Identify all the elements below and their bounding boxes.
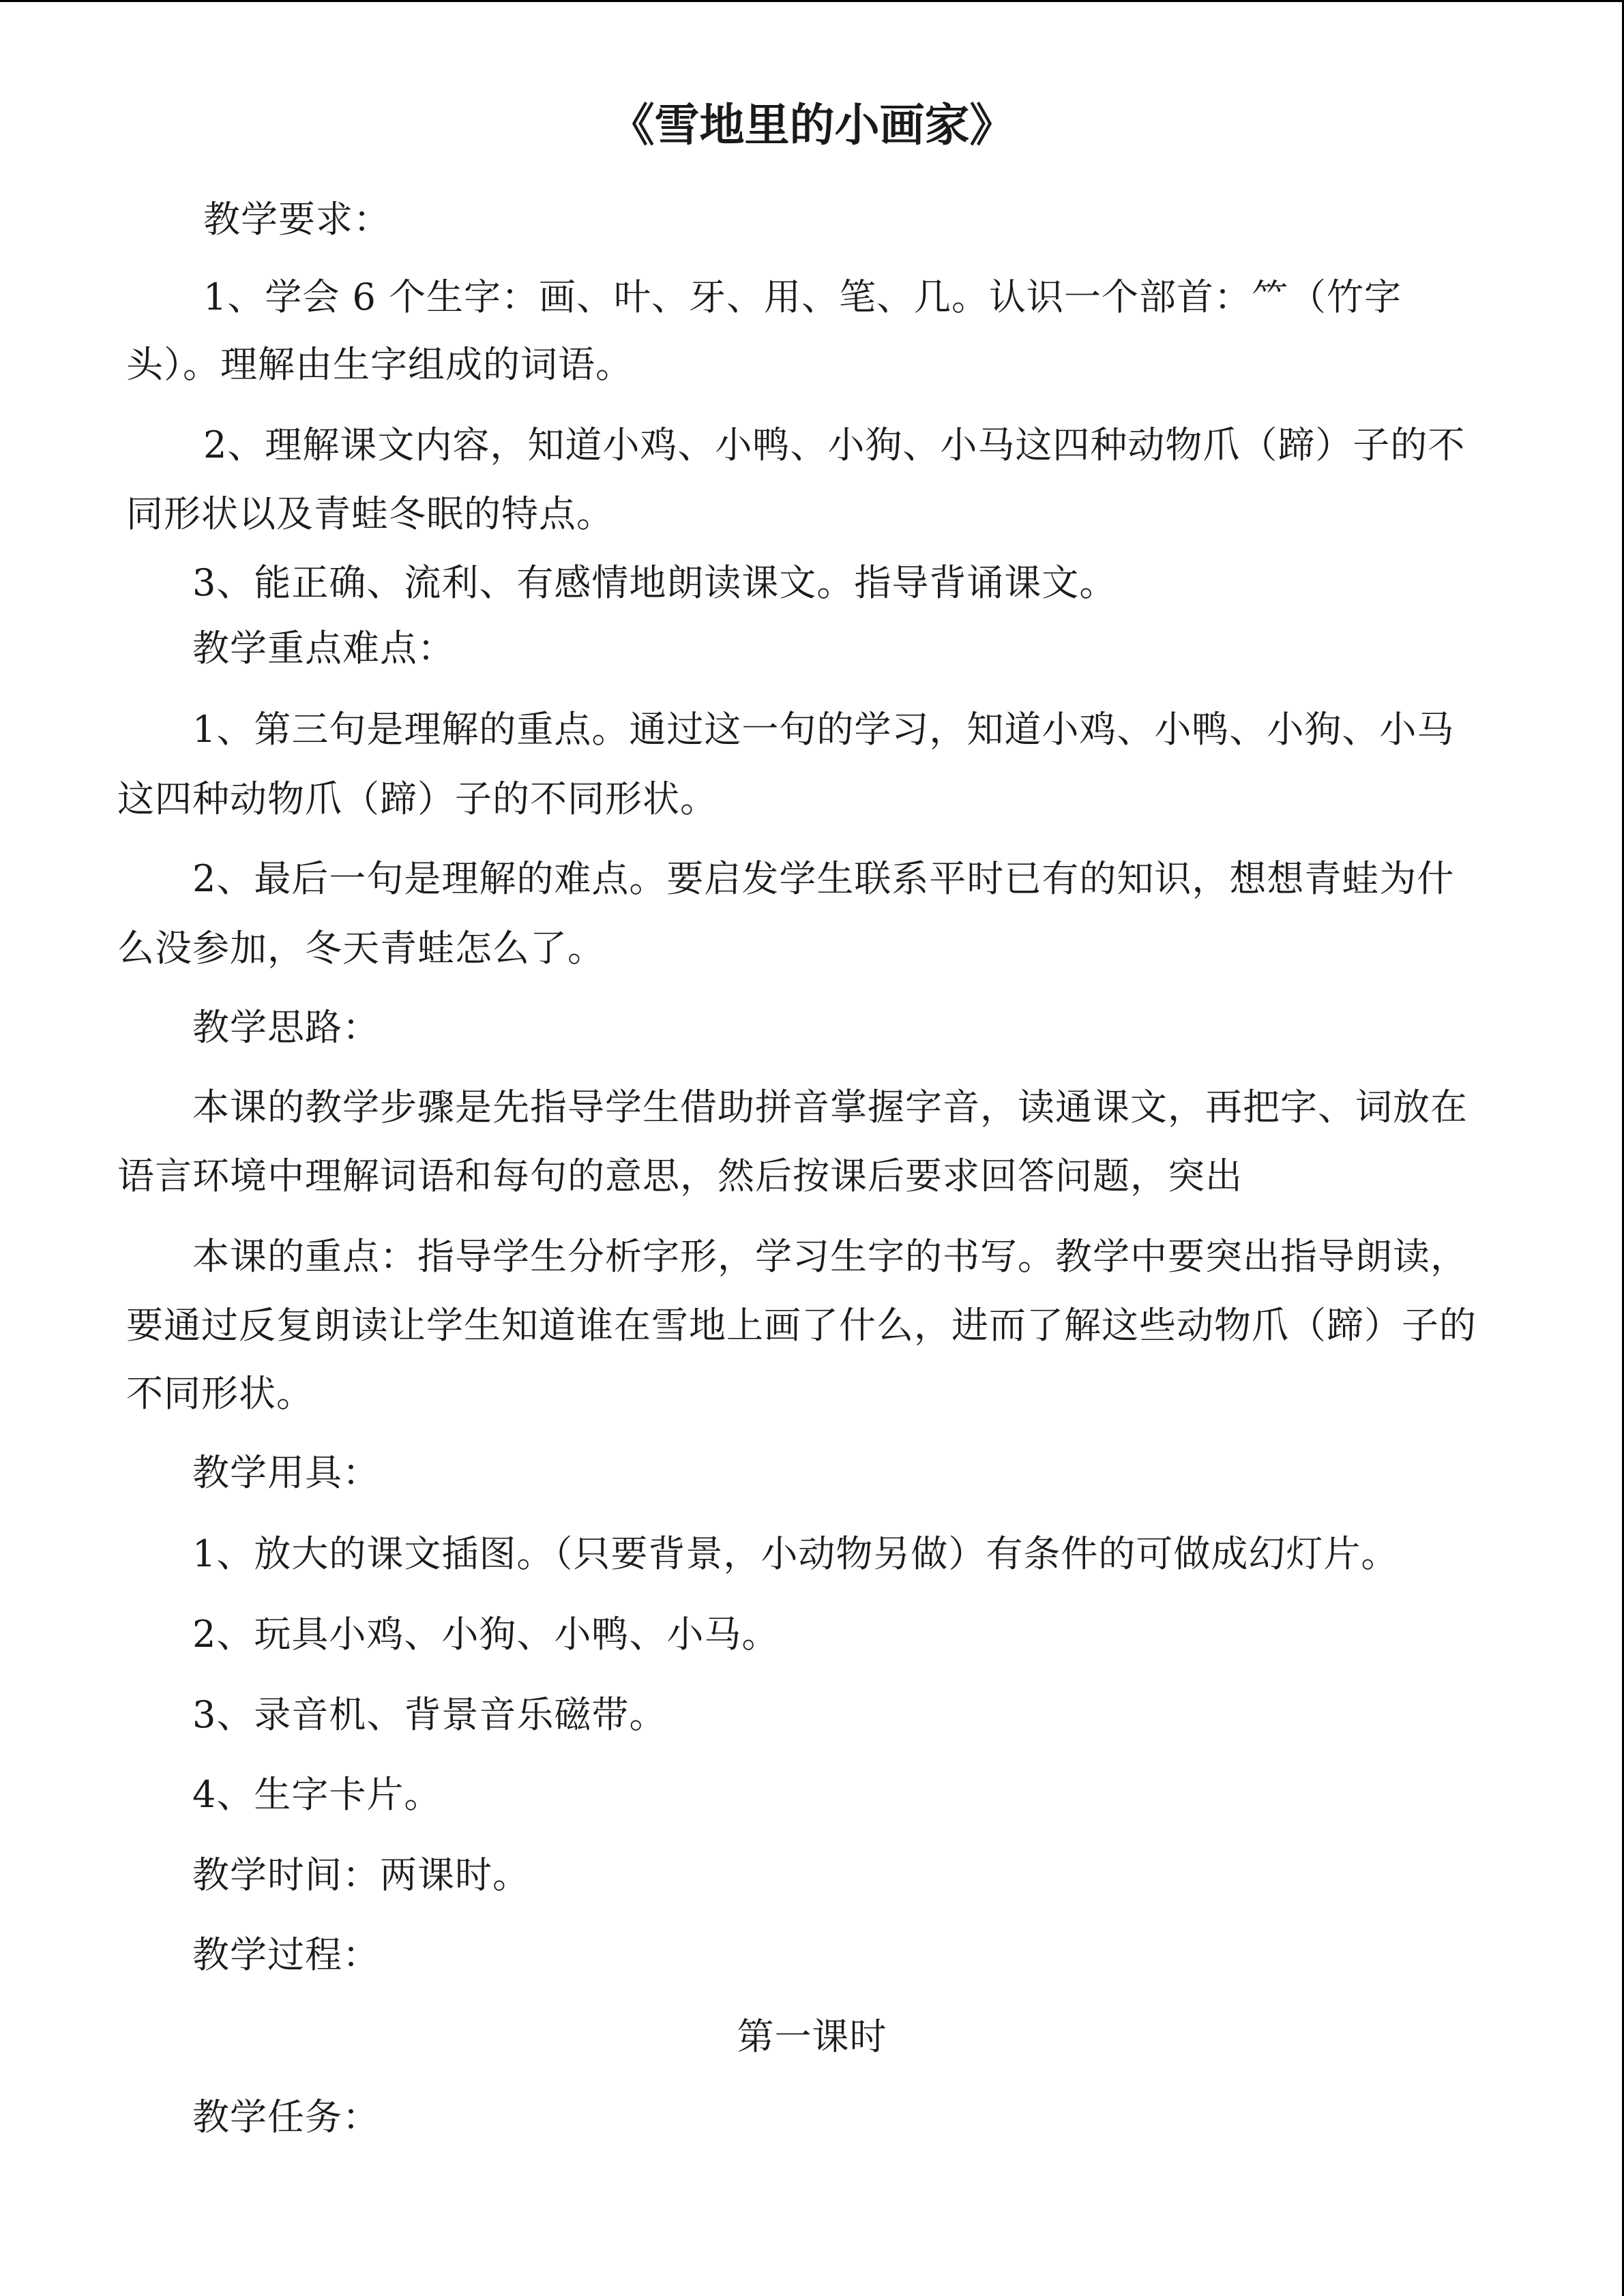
tools-item-4: 4、生字卡片。 <box>192 1773 442 1816</box>
approach-para-2-line-3: 不同形状。 <box>126 1372 314 1415</box>
requirements-item-1-line-1: 1、学会 6 个生字：画、叶、牙、用、笔、几。认识一个部首：⺮（竹字 <box>203 275 1402 318</box>
approach-para-1-line-1: 本课的教学步骤是先指导学生借助拼音掌握字音，读通课文，再把字、词放在 <box>192 1086 1468 1129</box>
key-points-item-1-line-2: 这四种动物爪（蹄）子的不同形状。 <box>117 777 718 820</box>
key-points-item-2-line-1: 2、最后一句是理解的难点。要启发学生联系平时已有的知识，想想青蛙为什 <box>192 857 1455 900</box>
process-heading: 教学过程： <box>192 1933 380 1976</box>
tools-heading: 教学用具： <box>192 1451 380 1494</box>
approach-para-2-line-1: 本课的重点：指导学生分析字形，学习生字的书写。教学中要突出指导朗读， <box>192 1235 1468 1278</box>
approach-para-2-line-2: 要通过反复朗读让学生知道谁在雪地上画了什么，进而了解这些动物爪（蹄）子的 <box>126 1304 1477 1347</box>
requirements-item-3: 3、能正确、流利、有感情地朗读课文。指导背诵课文。 <box>192 561 1117 604</box>
requirements-heading: 教学要求： <box>203 198 391 241</box>
approach-para-1-line-2: 语言环境中理解词语和每句的意思，然后按课后要求回答问题，突出 <box>117 1154 1243 1197</box>
tasks-heading: 教学任务： <box>192 2096 380 2138</box>
approach-heading: 教学思路： <box>192 1006 380 1049</box>
requirements-item-2-line-2: 同形状以及青蛙冬眠的特点。 <box>126 492 614 535</box>
tools-item-2: 2、玩具小鸡、小狗、小鸭、小马。 <box>192 1613 780 1656</box>
requirements-item-2-line-1: 2、理解课文内容，知道小鸡、小鸭、小狗、小马这四种动物爪（蹄）子的不 <box>203 423 1466 466</box>
document-title: 《雪地里的小画家》 <box>609 98 1015 151</box>
tools-item-1: 1、放大的课文插图。（只要背景，小动物另做）有条件的可做成幻灯片。 <box>192 1532 1399 1575</box>
teaching-time: 教学时间：两课时。 <box>192 1853 530 1896</box>
lesson-one-heading: 第一课时 <box>737 2015 887 2058</box>
key-points-item-1-line-1: 1、第三句是理解的重点。通过这一句的学习，知道小鸡、小鸭、小狗、小马 <box>192 708 1455 751</box>
key-points-heading: 教学重点难点： <box>192 627 455 670</box>
tools-item-3: 3、录音机、背景音乐磁带。 <box>192 1693 667 1736</box>
requirements-item-1-line-2: 头）。理解由生字组成的词语。 <box>126 343 633 386</box>
key-points-item-2-line-2: 么没参加，冬天青蛙怎么了。 <box>117 927 605 970</box>
